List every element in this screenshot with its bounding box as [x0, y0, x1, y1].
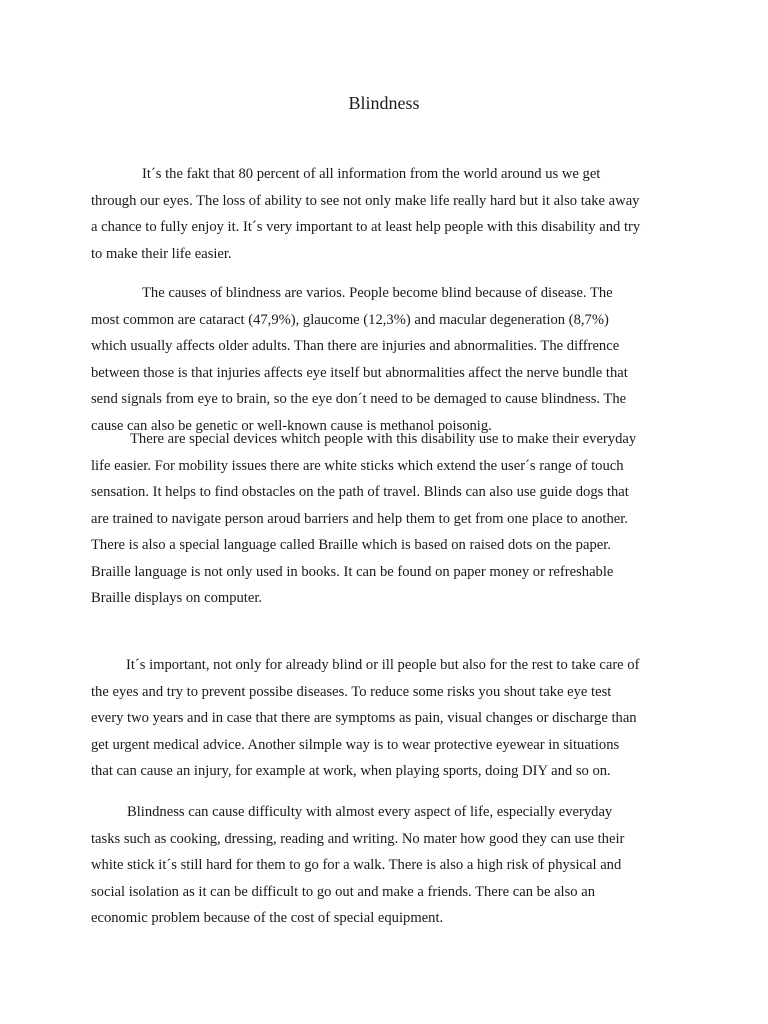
- paragraph-line: a chance to fully enjoy it. It´s very important to at least help people with this disability and try: [91, 219, 641, 235]
- paragraph-line: every two years and in case that there are symptoms as pain, visual changes or discharge than: [91, 710, 637, 726]
- paragraph-line: life easier. For mobility issues there are white sticks which extend the user´s range of touch: [91, 457, 624, 474]
- paragraph-line: that can cause an injury, for example at work, when playing sports, doing DIY and so on.: [91, 763, 611, 779]
- paragraph-line: between those is that injuries affects eye itself but abnormalities affect the nerve bundle that: [91, 364, 628, 381]
- paragraph-line: economic problem because of the cost of special equipment.: [91, 910, 444, 926]
- paragraph-line: the eyes and try to prevent possibe diseases. To reduce some risks you shout take eye test: [91, 683, 612, 700]
- paragraph-line: It´s the fakt that 80 percent of all information from the world around us we get: [142, 166, 601, 182]
- paragraph-line: tasks such as cooking, dressing, reading and writing. No mater how good they can use their: [91, 830, 625, 847]
- document-title: Blindness: [348, 93, 420, 113]
- paragraph-line: There are special devices whitch people with this disability use to make their everyday: [130, 431, 637, 447]
- paragraph-line: white stick it´s still hard for them to go for a walk. There is also a high risk of physical and: [91, 857, 622, 873]
- paragraph-line: are trained to navigate person aroud barriers and help them to get from one place to another.: [91, 510, 628, 527]
- paragraph-line: Braille displays on computer.: [91, 590, 263, 606]
- paragraph-line: cause can also be genetic or well-known cause is methanol poisonig.: [91, 417, 492, 434]
- paragraph-line: The causes of blindness are varios. People become blind because of disease. The: [142, 285, 613, 301]
- paragraph-line: Blindness can cause difficulty with almost every aspect of life, especially everyday: [127, 804, 613, 820]
- paragraph-line: social isolation as it can be difficult to go out and make a friends. There can be also an: [91, 883, 596, 900]
- paragraph-line: which usually affects older adults. Than there are injuries and abnormalities. The diffrence: [91, 338, 620, 354]
- paragraph-line: through our eyes. The loss of ability to see not only make life really hard but it also take away: [91, 192, 640, 209]
- paragraph-line: to make their life easier.: [91, 245, 232, 262]
- paragraph-line: most common are cataract (47,9%), glaucome (12,3%) and macular degeneration (8,7%): [91, 311, 609, 328]
- paragraph-line: get urgent medical advice. Another silmple way is to wear protective eyewear in situations: [91, 736, 620, 753]
- paragraph-line: send signals from eye to brain, so the eye don´t need to be demaged to cause blindness. The: [91, 391, 627, 407]
- paragraph-line: sensation. It helps to find obstacles on the path of travel. Blinds can also use guide dogs that: [91, 484, 629, 500]
- paragraph-line: There is also a special language called Braille which is based on raised dots on the paper.: [91, 537, 611, 553]
- paragraph-line: Braille language is not only used in books. It can be found on paper money or refreshable: [91, 563, 614, 580]
- paragraph-line: It´s important, not only for already blind or ill people but also for the rest to take care of: [126, 657, 640, 673]
